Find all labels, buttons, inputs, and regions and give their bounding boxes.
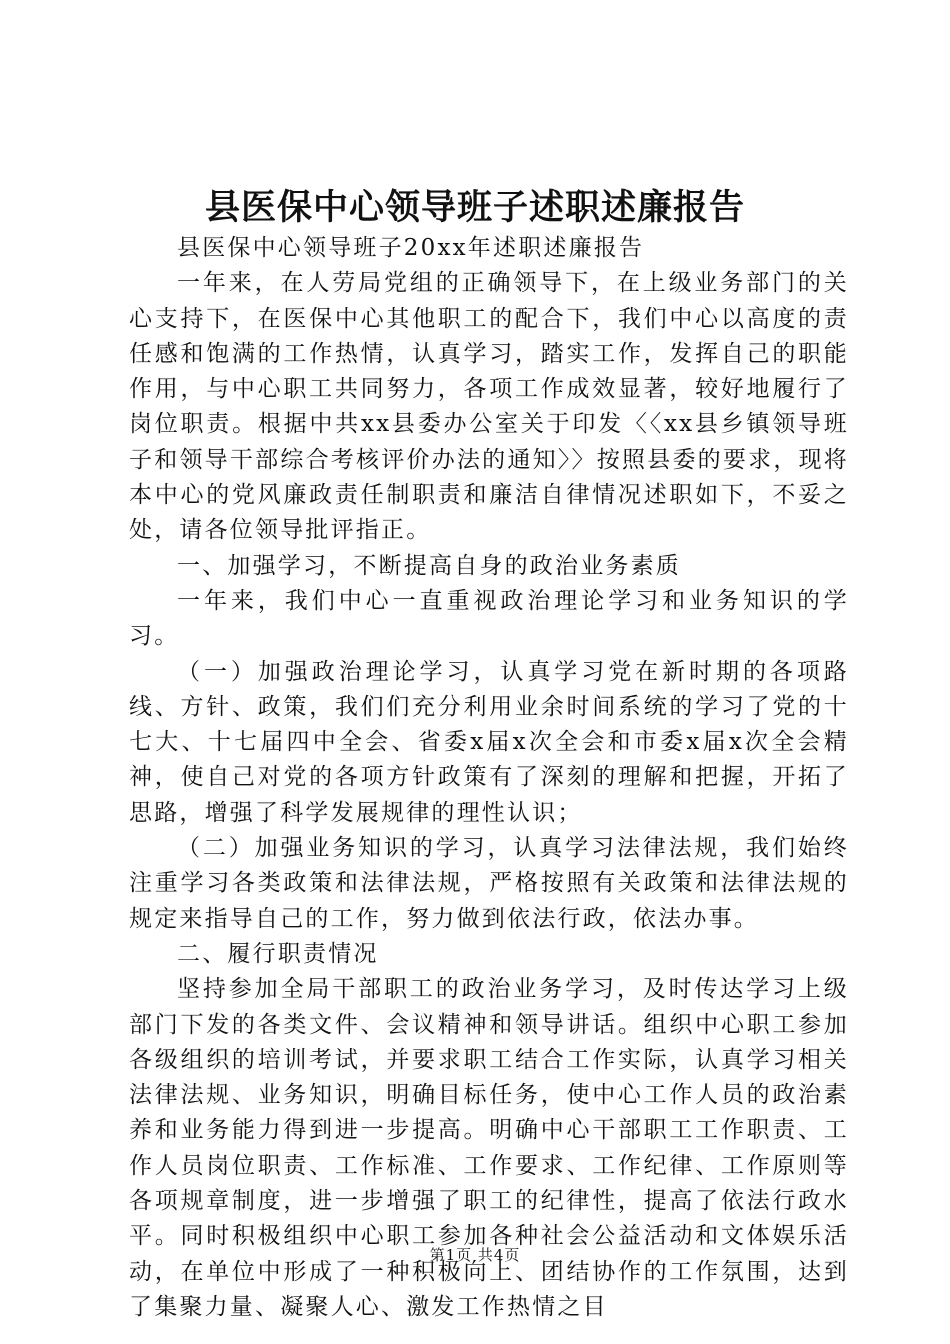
section-1-paragraph: 一年来，我们中心一直重视政治理论学习和业务知识的学习。 [129,587,849,650]
section-heading-2: 二、履行职责情况 [177,940,379,967]
page-footer: 第1页 共4页 [429,1246,521,1264]
intro-paragraph: 一年来，在人劳局党组的正确领导下，在上级业务部门的关心支持下，在医保中心其他职工的配合下，我们中心以高度的责任感和饱满的工作热情，认真学习，踏实工作，发挥自己的职能作用，与中心职工共同努力，各项工作成效显著，较好地履行了岗位职责。根据中共xx县委办公室关于印发〈〈xx县乡镇领导班子和领导干部综合考核评价办法的通知〉〉按照县委的要求，现将本中心的党风廉政责任制职责和廉洁自律情况述职如下，不妥之处，请各位领导批评指正。 [129,270,849,544]
section-heading-1: 一、加强学习，不断提高自身的政治业务素质 [177,552,681,579]
section-1-item-2: （二）加强业务知识的学习，认真学习法律法规，我们始终注重学习各类政策和法律法规，严格按照有关政策和法律法规的规定来指导自己的工作，努力做到依法行政，依法办事。 [129,835,849,932]
document-body [129,231,849,1325]
document-title: 县医保中心领导班子述职述廉报告 [204,187,745,228]
subtitle-paragraph: 县医保中心领导班子20xx年述职述廉报告 [177,235,645,261]
section-2-paragraph: 坚持参加全局干部职工的政治业务学习，及时传达学习上级部门下发的各类文件、会议精神和领导讲话。组织中心职工参加各级组织的培训考试，并要求职工结合工作实际，认真学习相关法律法规、业务知识，明确目标任务，使中心工作人员的政治素养和业务能力得到进一步提高。明确中心干部职工工作职责、工作人员岗位职责、工作标准、工作要求、工作纪律、工作原则等各项规章制度，进一步增强了职工的纪律性，提高了依法行政水平。同时积极组织中心职工参加各种社会公益活动和文体娱乐活动，在单位中形成了一种积极向上、团结协作的工作氛围，达到了集聚力量、凝聚人心、激发工作热情之目 [129,976,849,1320]
section-1-item-1: （一）加强政治理论学习，认真学习党在新时期的各项路线、方针、政策，我们们充分利用业余时间系统的学习了党的十七大、十七届四中全会、省委x届x次全会和市委x届x次全会精神，使自己对党的各项方针政策有了深刻的理解和把握，开拓了思路，增强了科学发展规律的理性认识； [129,658,849,826]
